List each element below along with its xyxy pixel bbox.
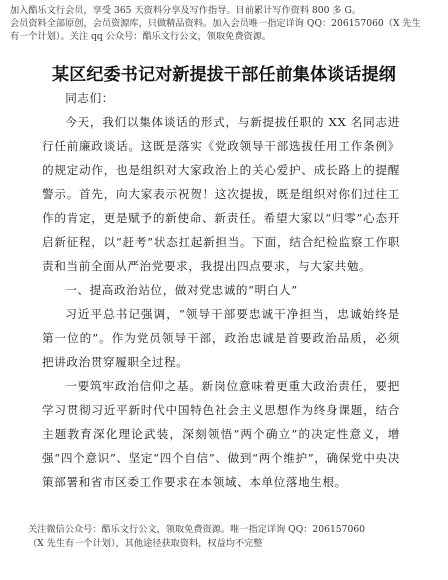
- footer-line: 关注微信公众号：酷乐文行公文，领取免费资源。唯一指定详询 QQ：206157060: [28, 524, 366, 535]
- header-line: 会员资料全部原创，会员资源库，只做精品资料。加入会员唯一指定详询 QQ：206157060（X 先生: [10, 18, 421, 29]
- document-body: [42, 86, 400, 494]
- section-heading: 一、提高政治站位，做对党忠诚的“明白人”: [65, 283, 298, 297]
- promo-footer: [28, 523, 428, 550]
- salutation: 同志们：: [65, 91, 114, 105]
- paragraph: 一要筑牢政治信仰之基。新岗位意味着更重大政治责任，要把学习贯彻习近平新时代中国特色社会主义思想作为终身课题，结合主题教育深化理论武装，深刻领悟“两个确立”的决定性意义，增强“四个意识”、坚定“四个自信”、做到“两个维护”，确保党中央决策部署和省市区委工作要求在本领域、本单位落地生根。: [42, 379, 400, 489]
- paragraph: 习近平总书记强调，“领导干部要忠诚干净担当，忠诚始终是第一位的”。作为党员领导干部，政治忠诚是首要政治品质，必须把讲政治贯穿履职全过程。: [42, 307, 400, 369]
- document-title: 某区纪委书记对新提拔干部任前集体谈话提纲: [52, 65, 396, 85]
- header-line: 有一个计划）。关注 qq 公众号：酷乐文行公文，领取免费资源。: [10, 31, 272, 42]
- footer-line: （X 先生有一个计划），其他途径获取资料，权益均不完整: [28, 537, 263, 549]
- promo-header: [10, 4, 438, 43]
- header-line: 加入酷乐文行会员，享受 365 天资料分享及写作指导。目前累计写作资料 800 多 G。: [10, 5, 362, 16]
- paragraph: 今天，我们以集体谈话的形式，与新提拔任职的 XX 名同志进行任前廉政谈话。这既是落实《党政领导干部选拔任用工作条例》的规定动作，也是组织对大家政治上的关心爱护、成长路上的提醒警示。首先，向大家表示祝贺！这次提拔，既是组织对你们过往工作的肯定，更是赋予的新使命、新责任。希望大家以“归零”心态开启新征程，以“赶考”状态扛起新担当。下面，结合纪检监察工作职责和当前全面从严治党要求，我提出四点要求，与大家共勉。: [42, 115, 400, 273]
